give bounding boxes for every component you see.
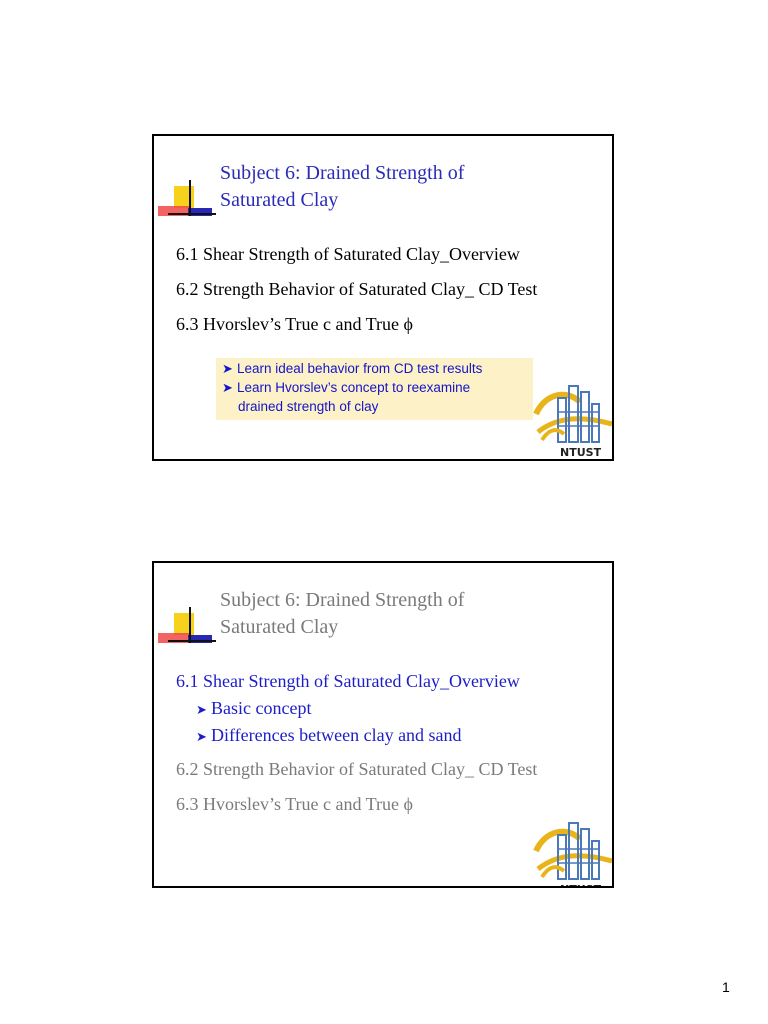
objective-2-line-1: Learn Hvorslev’s concept to reexamine bbox=[237, 380, 471, 395]
arrow-bullet-icon: ➤ bbox=[222, 381, 233, 396]
topic-item-6-3: 6.3 Hvorslev’s True c and True ϕ bbox=[176, 794, 413, 814]
ntust-logo-icon bbox=[528, 372, 614, 461]
slide-title bbox=[220, 160, 464, 214]
color-blocks-icon bbox=[154, 136, 224, 216]
learning-objectives-box bbox=[216, 358, 533, 420]
page-number: 1 bbox=[722, 979, 730, 995]
subtopic-label: Differences between clay and sand bbox=[211, 725, 462, 745]
objective-2-line-2: drained strength of clay bbox=[238, 399, 379, 414]
subtopic-differences bbox=[196, 725, 462, 746]
arrow-bullet-icon: ➤ bbox=[222, 362, 233, 377]
logo-text: NTUST bbox=[560, 883, 602, 896]
topic-item-6-2: 6.2 Strength Behavior of Saturated Clay_ CD Test bbox=[176, 279, 538, 299]
slide-2 bbox=[152, 561, 614, 896]
topic-item-6-1: 6.1 Shear Strength of Saturated Clay_Overview bbox=[176, 671, 520, 691]
topic-item-6-1: 6.1 Shear Strength of Saturated Clay_Overview bbox=[176, 244, 520, 264]
objective-1: Learn ideal behavior from CD test results bbox=[237, 361, 483, 376]
subtopic-basic-concept bbox=[196, 698, 311, 719]
title-line-1: Subject 6: Drained Strength of bbox=[220, 589, 465, 611]
subtopic-label: Basic concept bbox=[211, 698, 312, 718]
topic-item-6-2: 6.2 Strength Behavior of Saturated Clay_ CD Test bbox=[176, 759, 538, 779]
color-blocks-icon bbox=[154, 563, 224, 643]
topic-item-6-3: 6.3 Hvorslev’s True c and True ϕ bbox=[176, 314, 413, 334]
slide-title bbox=[220, 587, 464, 641]
arrow-bullet-icon: ➤ bbox=[196, 703, 207, 718]
ntust-logo-icon bbox=[528, 809, 614, 896]
arrow-bullet-icon: ➤ bbox=[196, 730, 207, 745]
slide-1 bbox=[152, 134, 614, 461]
title-line-1: Subject 6: Drained Strength of bbox=[220, 162, 465, 184]
logo-text: NTUST bbox=[560, 446, 602, 459]
title-line-2: Saturated Clay bbox=[220, 616, 339, 638]
title-line-2: Saturated Clay bbox=[220, 189, 339, 211]
